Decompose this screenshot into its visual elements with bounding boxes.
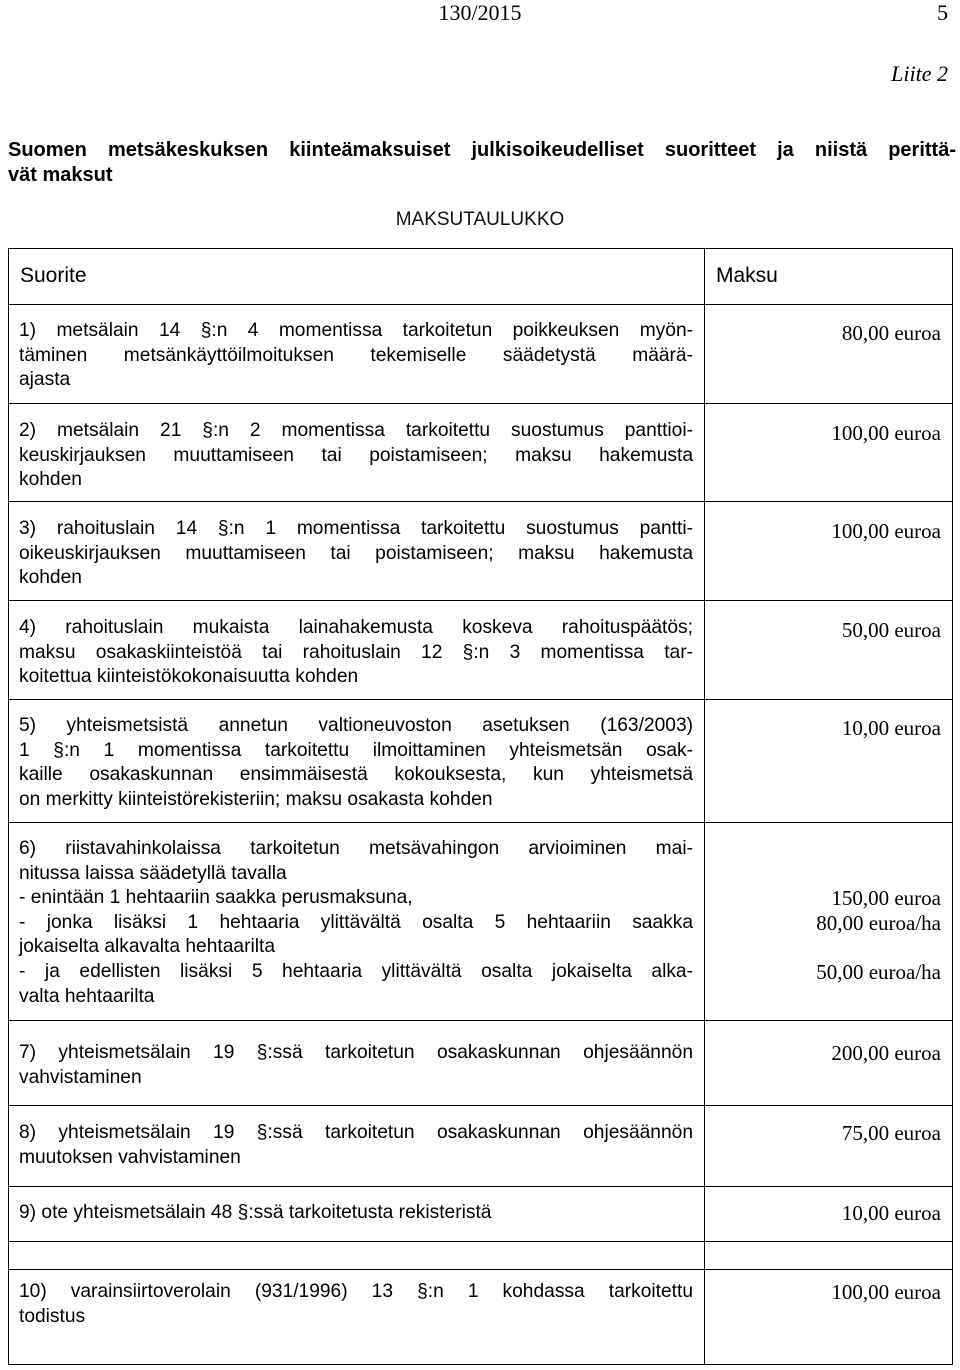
row-divider [8, 501, 953, 502]
row-divider [8, 600, 953, 601]
table-row-1-fee: 80,00 euroa [841, 321, 941, 345]
row-7-line: 7) yhteismetsälain 19 §:ssä tarkoitetun osakaskunnan ohjesäännön [19, 1042, 693, 1063]
row-8-line: 8) yhteismetsälain 19 §:ssä tarkoitetun osakaskunnan ohjesäännön [19, 1122, 693, 1143]
title-line-2: vät maksut [8, 164, 113, 186]
row-5-line: 1 §:n 1 momentissa tarkoitettu ilmoittaminen yhteismetsän osak- [19, 739, 693, 761]
table-row-8-description [19, 1121, 693, 1170]
row-10-line: todistus [19, 1305, 86, 1327]
row-divider [8, 403, 953, 404]
row-6-line: - ja edellisten lisäksi 5 hehtaaria ylittävältä osalta jokaiselta alka- [19, 960, 693, 982]
row-5-line: 5) yhteismetsistä annetun valtioneuvoston asetuksen (163/2003) [19, 715, 693, 736]
row-6-line: jokaiselta alkavalta hehtaarilta [19, 936, 275, 958]
table-row-7-fee: 200,00 euroa [831, 1041, 941, 1065]
table-row-6-fee-base: 150,00 euroa [831, 886, 941, 910]
row-3-line: 3) rahoituslain 14 §:n 1 momentissa tarkoitettu suostumus pantti- [19, 518, 693, 539]
row-1-line: 1) metsälain 14 §:n 4 momentissa tarkoitetun poikkeuksen myön- [19, 320, 693, 341]
row-divider [8, 1105, 953, 1106]
row-divider [8, 699, 953, 700]
column-divider [704, 248, 705, 1365]
row-7-line: vahvistaminen [19, 1066, 142, 1088]
row-3-line: kohden [19, 567, 82, 589]
row-2-line: 2) metsälain 21 §:n 2 momentissa tarkoitettu suostumus panttioi- [19, 420, 693, 441]
row-1-line: täminen metsänkäyttöilmoituksen tekemiselle säädetystä määrä- [19, 344, 693, 366]
table-row-5-description [19, 714, 693, 812]
table-row-3-description [19, 517, 693, 591]
title-line-1: Suomen metsäkeskuksen kiinteämaksuiset julkisoikeudelliset suoritteet ja niistä perittä- [8, 139, 956, 161]
row-4-line: maksu osakaskiinteistöä tai rahoituslain 12 §:n 3 momentissa tar- [19, 641, 693, 663]
row-divider [8, 1186, 953, 1187]
row-6-line: nitussa laissa säädetyllä tavalla [19, 862, 287, 884]
row-3-line: oikeuskirjauksen muuttamiseen tai poistamiseen; maksu hakemusta [19, 542, 693, 564]
row-5-line: on merkitty kiinteistörekisteriin; maksu osakasta kohden [19, 788, 493, 810]
table-row-7-description [19, 1041, 693, 1090]
table-row-1-description [19, 319, 693, 393]
table-row-9-description [19, 1201, 693, 1226]
table-row-6-description [19, 837, 693, 1009]
row-8-line: muutoksen vahvistaminen [19, 1146, 241, 1168]
row-2-line: keuskirjauksen muuttamiseen tai poistamiseen; maksu hakemusta [19, 444, 693, 466]
table-row-9-fee: 10,00 euroa [841, 1201, 941, 1225]
table-row-4-description [19, 616, 693, 690]
row-9-line: 9) ote yhteismetsälain 48 §:ssä tarkoitetusta rekisteristä [19, 1202, 492, 1223]
table-row-10-description [19, 1280, 693, 1329]
row-6-line: - jonka lisäksi 1 hehtaaria ylittävältä osalta 5 hehtaariin saakka [19, 911, 693, 933]
table-row-4-fee: 50,00 euroa [841, 618, 941, 642]
row-1-line: ajasta [19, 369, 71, 391]
row-divider [8, 822, 953, 823]
row-2-line: kohden [19, 469, 82, 491]
table-row-6-fee-per-ha-extra: 50,00 euroa/ha [816, 960, 941, 984]
row-4-line: koitettua kiinteistökokonaisuutta kohden [19, 666, 359, 688]
table-row-8-fee: 75,00 euroa [841, 1121, 941, 1145]
row-divider [8, 1020, 953, 1021]
issue-number: 130/2015 [438, 0, 522, 25]
table-row-10-fee: 100,00 euroa [831, 1280, 941, 1304]
table-row-5-fee: 10,00 euroa [841, 716, 941, 740]
row-divider [8, 1241, 953, 1242]
row-4-line: 4) rahoituslain mukaista lainahakemusta koskeva rahoituspäätös; [19, 617, 693, 638]
table-row-3-fee: 100,00 euroa [831, 519, 941, 543]
column-header-maksu: Maksu [716, 264, 778, 287]
table-row-2-description [19, 419, 693, 493]
table-label: MAKSUTAULUKKO [395, 209, 565, 230]
document-title [8, 138, 956, 188]
row-10-line: 10) varainsiirtoverolain (931/1996) 13 §:n 1 kohdassa tarkoitettu [19, 1281, 693, 1302]
page-number: 5 [937, 0, 948, 25]
column-header-suorite: Suorite [20, 264, 87, 287]
row-6-line: - enintään 1 hehtaariin saakka perusmaksuna, [19, 887, 413, 909]
row-6-line: valta hehtaarilta [19, 985, 155, 1007]
header-divider [8, 304, 953, 305]
table-row-2-fee: 100,00 euroa [831, 421, 941, 445]
row-5-line: kaille osakaskunnan ensimmäisestä kokouksesta, kun yhteismetsä [19, 764, 693, 786]
table-row-6-fee-per-ha: 80,00 euroa/ha [816, 911, 941, 935]
appendix-label: Liite 2 [891, 61, 948, 86]
row-6-line: 6) riistavahinkolaissa tarkoitetun metsävahingon arvioiminen mai- [19, 838, 693, 859]
row-divider [8, 1269, 953, 1270]
